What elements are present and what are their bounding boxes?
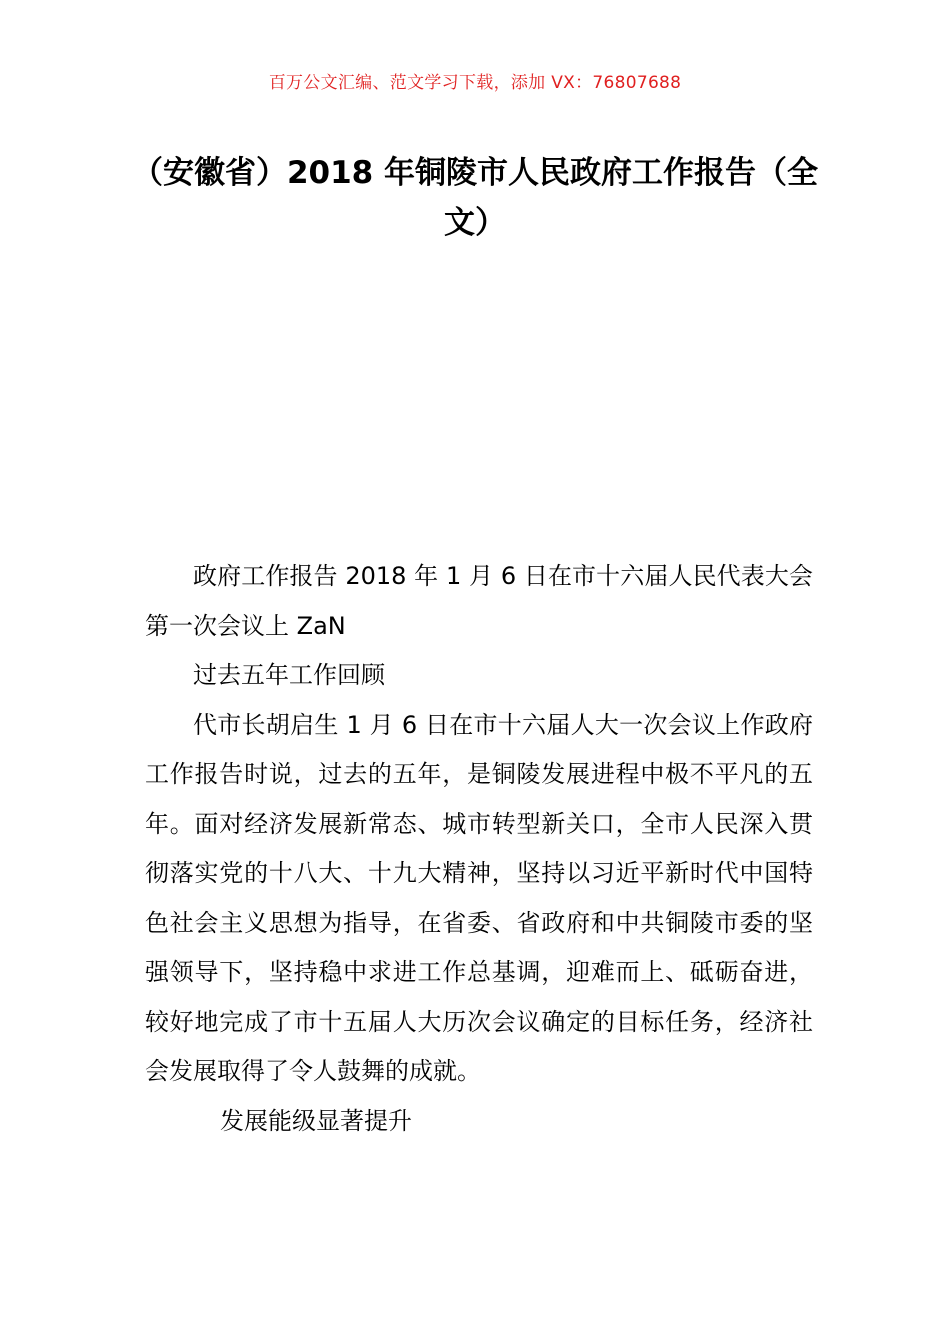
report-intro-paragraph: 政府工作报告 2018 年 1 月 6 日在市十六届人民代表大会第一次会议上 ZaN — [145, 562, 813, 640]
report-main-paragraph: 代市长胡启生 1 月 6 日在市十六届人大一次会议上作政府工作报告时说，过去的五年，是铜陵发展进程中极不平凡的五年。面对经济发展新常态、城市转型新关口，全市人民深入贯彻落实党的十八大、十九大精神，坚持以习近平新时代中国特色社会主义思想为指导，在省委、省政府和中共铜陵市委的坚强领导下，坚持稳中求进工作总基调，迎难而上、砥砺奋进，较好地完成了市十五届人大历次会议确定的目标任务，经济社会发展取得了令人鼓舞的成就。 — [145, 710, 813, 1085]
section-heading: 发展能级显著提升 — [220, 1106, 412, 1135]
document-body — [145, 552, 813, 1146]
watermark-header: 百万公文汇编、范文学习下载，添加 VX：76807688 — [268, 73, 682, 93]
document-title: （安徽省）2018 年铜陵市人民政府工作报告（全文） — [131, 155, 819, 241]
review-heading: 过去五年工作回顾 — [193, 661, 385, 689]
